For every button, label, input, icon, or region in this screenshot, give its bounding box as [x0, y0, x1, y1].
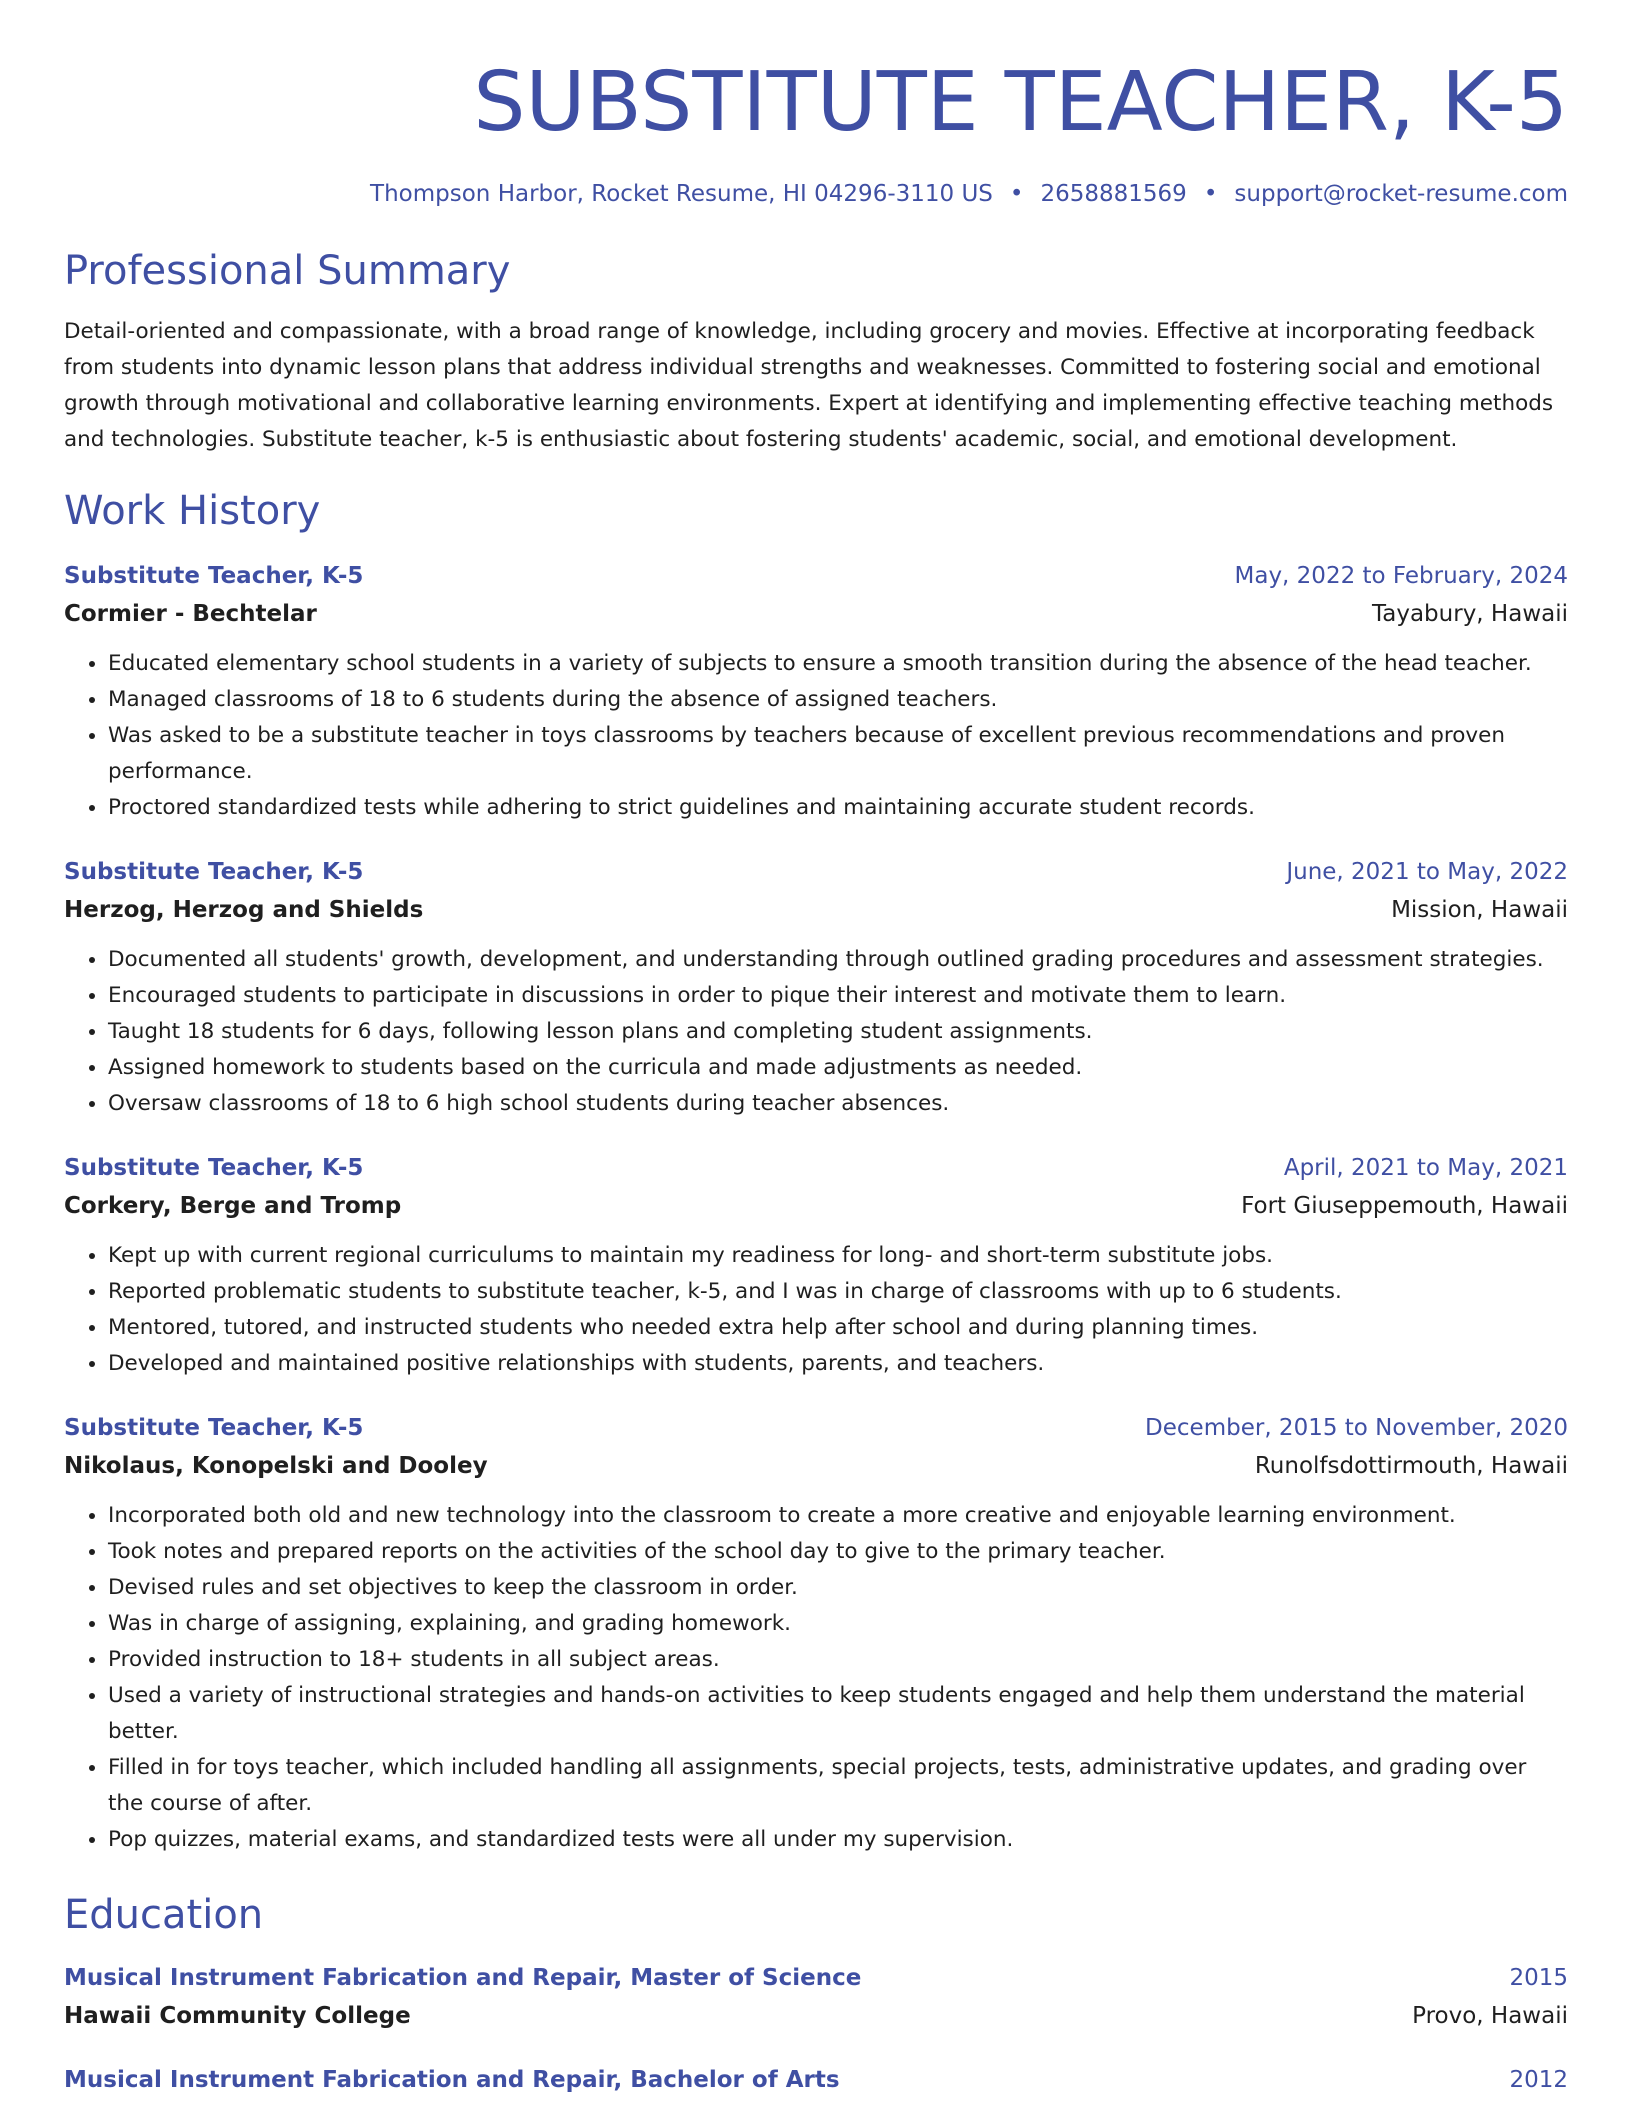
job-entry	[64, 854, 1568, 1122]
job-title-row	[64, 1410, 1568, 1446]
job-title: Substitute Teacher, K-5	[64, 859, 364, 885]
job-bullet-list	[64, 1238, 1568, 1382]
job-company: Herzog, Herzog and Shields	[64, 897, 424, 923]
education-school: Hawaii Community College	[64, 2003, 411, 2029]
job-dates: May, 2022 to February, 2024	[1234, 563, 1568, 589]
education-year: 2015	[1509, 1965, 1568, 1991]
job-entry	[64, 1150, 1568, 1382]
job-bullet: • Filled in for toys teacher, which included handling all assignments, special projects, tests, administrative updates, and grading over the course of after.	[108, 1750, 1568, 1822]
job-company-row	[64, 1446, 1568, 1486]
job-bullet: • Took notes and prepared reports on the activities of the school day to give to the primary teacher.	[108, 1534, 1568, 1570]
job-bullet: • Kept up with current regional curriculums to maintain my readiness for long- and short-term substitute jobs.	[108, 1238, 1568, 1274]
job-company: Nikolaus, Konopelski and Dooley	[64, 1453, 488, 1479]
job-bullet: • Was asked to be a substitute teacher in toys classrooms by teachers because of excellent previous recommendations and proven performance.	[108, 718, 1568, 790]
contact-line	[64, 178, 1568, 210]
job-bullet: • Reported problematic students to substitute teacher, k-5, and I was in charge of classrooms with up to 6 students.	[108, 1274, 1568, 1310]
job-dates: June, 2021 to May, 2022	[1286, 859, 1568, 885]
job-bullet: • Oversaw classrooms of 18 to 6 high school students during teacher absences.	[108, 1086, 1568, 1122]
job-title: Substitute Teacher, K-5	[64, 563, 364, 589]
job-bullet: • Managed classrooms of 18 to 6 students during the absence of assigned teachers.	[108, 682, 1568, 718]
job-title: Substitute Teacher, K-5	[64, 1415, 364, 1441]
job-entry	[64, 558, 1568, 826]
job-location: Mission, Hawaii	[1391, 897, 1568, 923]
job-company-row	[64, 1186, 1568, 1226]
section-title-education: Education	[64, 1892, 264, 1938]
education-degree-row	[64, 2062, 1568, 2098]
summary-text: Detail-oriented and compassionate, with a broad range of knowledge, including grocery and movies. Effective at incorporating feedback from students into dynamic lesson plans that address individual strengths and weaknesses. Committed to fostering social and emotional growth through motivational and collaborative learning environments. Expert at identifying and implementing effective teaching methods and technologies. Substitute teacher, k-5 is enthusiastic about fostering students' academic, social, and emotional development.	[64, 319, 1554, 452]
contact-email: support@rocket-resume.com	[1234, 181, 1568, 207]
education-year: 2012	[1509, 2067, 1568, 2093]
job-bullet: • Developed and maintained positive relationships with students, parents, and teachers.	[108, 1346, 1568, 1382]
job-dates: April, 2021 to May, 2021	[1283, 1155, 1568, 1181]
job-bullet: • Proctored standardized tests while adhering to strict guidelines and maintaining accurate student records.	[108, 790, 1568, 826]
job-company-row	[64, 890, 1568, 930]
education-entry	[64, 1960, 1568, 2036]
job-title-row	[64, 558, 1568, 594]
education-degree-row	[64, 1960, 1568, 1996]
education-entry	[64, 2062, 1568, 2098]
contact-phone: 2658881569	[1040, 181, 1187, 207]
job-company: Corkery, Berge and Tromp	[64, 1193, 402, 1219]
job-dates: December, 2015 to November, 2020	[1145, 1415, 1568, 1441]
education-school-row	[64, 1996, 1568, 2036]
work-history-list	[64, 558, 1568, 1858]
job-bullet-list	[64, 1498, 1568, 1858]
job-entry	[64, 1410, 1568, 1858]
job-bullet: • Taught 18 students for 6 days, following lesson plans and completing student assignments.	[108, 1014, 1568, 1050]
job-bullet-list	[64, 646, 1568, 826]
contact-separator: •	[1009, 181, 1024, 207]
job-bullet-list	[64, 942, 1568, 1122]
job-bullet: • Educated elementary school students in a variety of subjects to ensure a smooth transition during the absence of the head teacher.	[108, 646, 1568, 682]
job-bullet: • Devised rules and set objectives to keep the classroom in order.	[108, 1570, 1568, 1606]
education-location: Provo, Hawaii	[1412, 2003, 1568, 2029]
section-title-summary: Professional Summary	[64, 248, 511, 294]
education-degree: Musical Instrument Fabrication and Repair, Master of Science	[64, 1965, 862, 1991]
contact-address: Thompson Harbor, Rocket Resume, HI 04296-3110 US	[370, 181, 993, 207]
education-degree: Musical Instrument Fabrication and Repair, Bachelor of Arts	[64, 2067, 840, 2093]
job-bullet: • Mentored, tutored, and instructed students who needed extra help after school and during planning times.	[108, 1310, 1568, 1346]
job-bullet: • Was in charge of assigning, explaining, and grading homework.	[108, 1606, 1568, 1642]
job-bullet: • Provided instruction to 18+ students in all subject areas.	[108, 1642, 1568, 1678]
job-bullet: • Pop quizzes, material exams, and standardized tests were all under my supervision.	[108, 1822, 1568, 1858]
job-bullet: • Documented all students' growth, development, and understanding through outlined grading procedures and assessment strategies.	[108, 942, 1568, 978]
resume-header	[64, 48, 1568, 210]
section-title-work-history: Work History	[64, 488, 321, 534]
job-bullet: • Assigned homework to students based on the curricula and made adjustments as needed.	[108, 1050, 1568, 1086]
contact-separator: •	[1203, 181, 1218, 207]
job-title-row	[64, 1150, 1568, 1186]
job-bullet: • Used a variety of instructional strategies and hands-on activities to keep students engaged and help them understand the material better.	[108, 1678, 1568, 1750]
job-company: Cormier - Bechtelar	[64, 601, 317, 627]
job-location: Tayabury, Hawaii	[1372, 601, 1568, 627]
job-bullet: • Encouraged students to participate in discussions in order to pique their interest and motivate them to learn.	[108, 978, 1568, 1014]
candidate-name: SUBSTITUTE TEACHER, K-5	[473, 55, 1568, 150]
education-list	[64, 1960, 1568, 2098]
job-title-row	[64, 854, 1568, 890]
job-bullet: • Incorporated both old and new technology into the classroom to create a more creative and enjoyable learning environment.	[108, 1498, 1568, 1534]
job-company-row	[64, 594, 1568, 634]
job-location: Fort Giuseppemouth, Hawaii	[1241, 1193, 1568, 1219]
job-location: Runolfsdottirmouth, Hawaii	[1254, 1453, 1568, 1479]
job-title: Substitute Teacher, K-5	[64, 1155, 364, 1181]
